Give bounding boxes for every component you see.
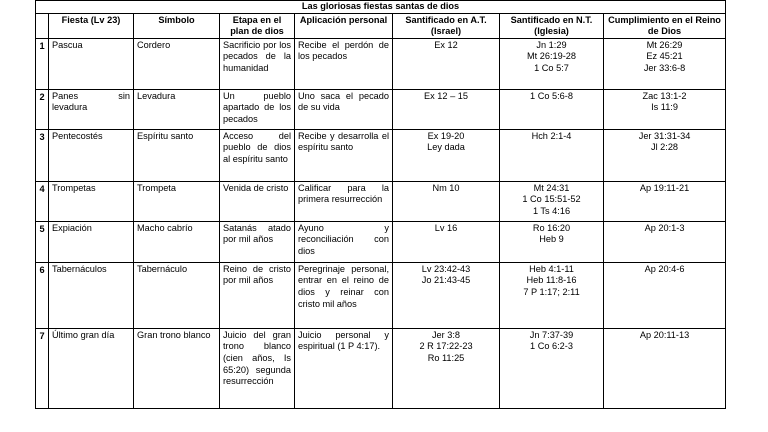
row-number: 2 <box>36 89 49 129</box>
at-reference: Jer 3:8 <box>431 329 461 340</box>
at-reference-cell <box>393 181 500 221</box>
etapa-cell: Un pueblo apartado de los pecados <box>220 89 295 129</box>
at-reference: Ley dada <box>427 142 465 153</box>
table-row <box>36 221 726 262</box>
reino-reference: Jer 33:6-8 <box>643 62 686 73</box>
aplicacion-cell: Juicio personal y espiritual (1 P 4:17). <box>295 328 393 408</box>
fiesta-cell: Tabernáculos <box>49 262 134 328</box>
nt-reference: 1 Co 5:6-8 <box>530 90 573 101</box>
at-reference: 2 R 17:22-23 <box>419 341 473 352</box>
at-reference-cell <box>393 221 500 262</box>
nt-reference: 1 Co 5:7 <box>534 62 569 73</box>
reino-reference: Jl 2:28 <box>650 142 679 153</box>
nt-reference-cell <box>500 38 604 89</box>
nt-reference: Heb 11:8-16 <box>526 275 577 286</box>
simbolo-cell: Gran trono blanco <box>134 328 220 408</box>
nt-reference-cell <box>500 89 604 129</box>
reino-reference: Ap 20:4-6 <box>644 263 685 274</box>
aplicacion-cell: Uno saca el pecado de su vida <box>295 89 393 129</box>
table-row <box>36 129 726 181</box>
nt-reference-cell <box>500 262 604 328</box>
fiesta-cell: Trompetas <box>49 181 134 221</box>
table-body <box>36 38 726 408</box>
nt-reference: 1 Co 15:51-52 <box>522 194 581 205</box>
nt-reference: 1 Co 6:2-3 <box>530 341 573 352</box>
feasts-document <box>35 0 725 409</box>
simbolo-cell: Levadura <box>134 89 220 129</box>
etapa-cell: Sacrificio por los pecados de la humanidad <box>220 38 295 89</box>
header-fiesta: Fiesta (Lv 23) <box>49 13 134 38</box>
at-reference-cell <box>393 129 500 181</box>
row-number: 1 <box>36 38 49 89</box>
fiesta-cell: Panes sin levadura <box>49 89 134 129</box>
nt-reference: Mt 24:31 <box>533 182 570 193</box>
simbolo-cell: Macho cabrío <box>134 221 220 262</box>
at-reference: Lv 16 <box>434 222 458 233</box>
at-reference: Lv 23:42-43 <box>421 263 471 274</box>
reino-reference-cell <box>604 89 726 129</box>
reino-reference-cell <box>604 129 726 181</box>
reino-reference: Ez 45:21 <box>646 51 683 62</box>
at-reference: Ro 11:25 <box>427 352 465 363</box>
nt-reference: Heb 9 <box>539 234 564 245</box>
header-aplicacion: Aplicación personal <box>295 13 393 38</box>
nt-reference: 7 P 1:17; 2:11 <box>523 286 580 297</box>
row-number: 4 <box>36 181 49 221</box>
reino-reference: Mt 26:29 <box>646 39 683 50</box>
row-number: 6 <box>36 262 49 328</box>
table-row <box>36 262 726 328</box>
table-title: Las gloriosas fiestas santas de dios <box>36 1 726 14</box>
nt-reference: Jn 7:37-39 <box>529 329 574 340</box>
reino-reference-cell <box>604 328 726 408</box>
reino-reference-cell <box>604 181 726 221</box>
header-number <box>36 13 49 38</box>
nt-reference-cell <box>500 129 604 181</box>
nt-reference-cell <box>500 181 604 221</box>
header-row <box>36 13 726 38</box>
reino-reference: Jer 31:31-34 <box>638 130 691 141</box>
etapa-cell: Acceso del pueblo de dios al espíritu santo <box>220 129 295 181</box>
at-reference: Nm 10 <box>432 182 460 193</box>
at-reference-cell <box>393 328 500 408</box>
reino-reference-cell <box>604 221 726 262</box>
simbolo-cell: Trompeta <box>134 181 220 221</box>
nt-reference: Heb 4:1-11 <box>529 263 574 274</box>
etapa-cell: Reino de cristo por mil años <box>220 262 295 328</box>
table-row <box>36 181 726 221</box>
row-number: 3 <box>36 129 49 181</box>
at-reference: Ex 12 – 15 <box>424 90 468 101</box>
table-row <box>36 38 726 89</box>
at-reference-cell <box>393 89 500 129</box>
simbolo-cell: Espíritu santo <box>134 129 220 181</box>
reino-reference: Ap 19:11-21 <box>639 182 690 193</box>
fiesta-cell: Último gran día <box>49 328 134 408</box>
nt-reference: Jn 1:29 <box>536 39 567 50</box>
nt-reference: Hch 2:1-4 <box>531 130 572 141</box>
header-reino: Cumplimiento en el Reino de Dios <box>604 13 726 38</box>
simbolo-cell: Cordero <box>134 38 220 89</box>
table-row <box>36 89 726 129</box>
header-simbolo: Símbolo <box>134 13 220 38</box>
reino-reference: Zac 13:1-2 <box>642 90 687 101</box>
reino-reference-cell <box>604 38 726 89</box>
at-reference-cell <box>393 38 500 89</box>
at-reference-cell <box>393 262 500 328</box>
reino-reference: Ap 20:1-3 <box>644 222 685 233</box>
aplicacion-cell: Ayuno y reconciliación con dios <box>295 221 393 262</box>
aplicacion-cell: Recibe y desarrolla el espíritu santo <box>295 129 393 181</box>
header-nt: Santificado en N.T. (Iglesia) <box>500 13 604 38</box>
at-reference: Ex 12 <box>434 39 458 50</box>
row-number: 7 <box>36 328 49 408</box>
nt-reference: 1 Ts 4:16 <box>532 205 571 216</box>
reino-reference: Is 11:9 <box>651 102 678 113</box>
reino-reference: Ap 20:11-13 <box>639 329 690 340</box>
fiesta-cell: Pentecostés <box>49 129 134 181</box>
etapa-cell: Satanás atado por mil años <box>220 221 295 262</box>
header-at: Santificado en A.T. (Israel) <box>393 13 500 38</box>
aplicacion-cell: Recibe el perdón de los pecados <box>295 38 393 89</box>
nt-reference: Mt 26:19-28 <box>526 51 577 62</box>
at-reference: Jo 21:43-45 <box>421 275 471 286</box>
etapa-cell: Venida de cristo <box>220 181 295 221</box>
nt-reference-cell <box>500 328 604 408</box>
aplicacion-cell: Peregrinaje personal, entrar en el reino de dios y reinar con cristo mil años <box>295 262 393 328</box>
aplicacion-cell: Calificar para la primera resurrección <box>295 181 393 221</box>
nt-reference: Ro 16:20 <box>532 222 571 233</box>
table-row <box>36 328 726 408</box>
nt-reference-cell <box>500 221 604 262</box>
fiesta-cell: Expiación <box>49 221 134 262</box>
reino-reference-cell <box>604 262 726 328</box>
feasts-table <box>35 0 726 409</box>
fiesta-cell: Pascua <box>49 38 134 89</box>
at-reference: Ex 19-20 <box>427 130 465 141</box>
header-etapa: Etapa en el plan de dios <box>220 13 295 38</box>
title-row <box>36 1 726 14</box>
etapa-cell: Juicio del gran trono blanco (cien años, Is 65:20) segunda resurrección <box>220 328 295 408</box>
simbolo-cell: Tabernáculo <box>134 262 220 328</box>
row-number: 5 <box>36 221 49 262</box>
